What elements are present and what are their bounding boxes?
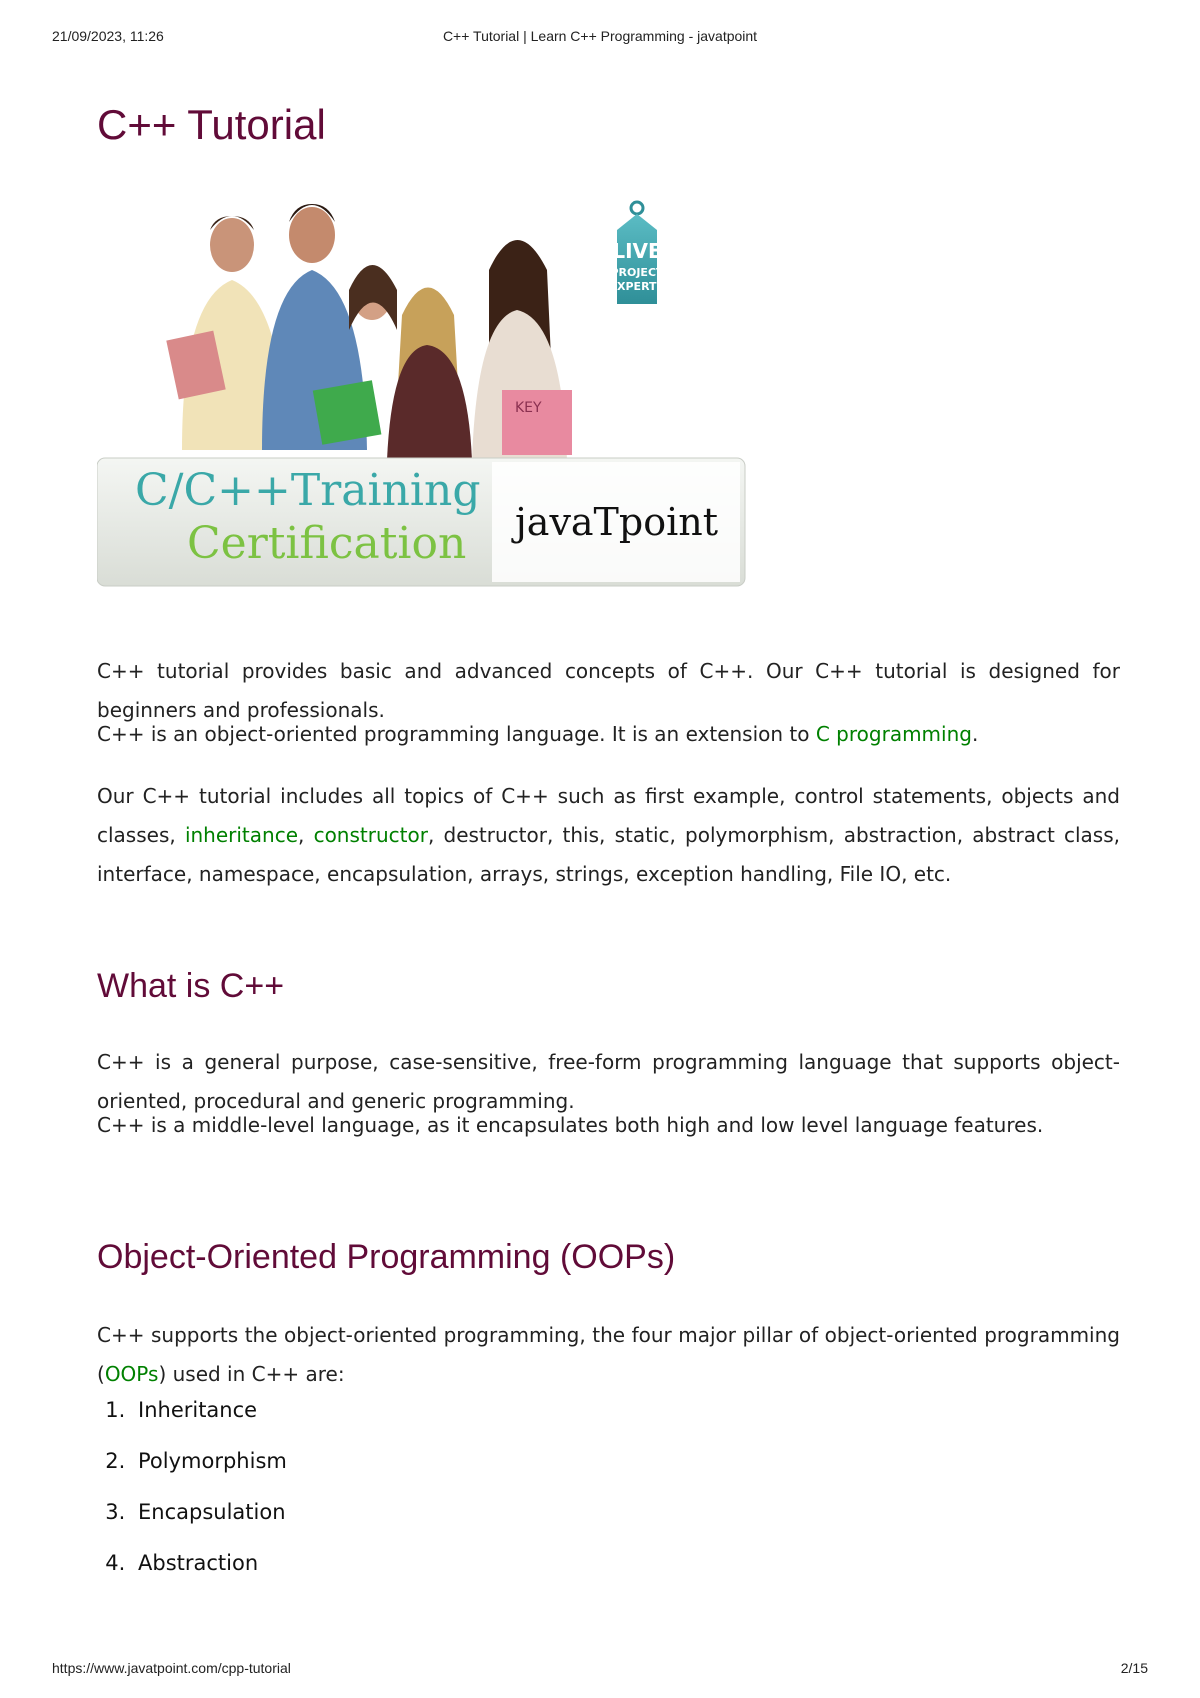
print-url: https://www.javatpoint.com/cpp-tutorial xyxy=(52,1660,291,1676)
intro-paragraph-1: C++ tutorial provides basic and advanced concepts of C++. Our C++ tutorial is designed for beginners and professionals. xyxy=(97,659,1120,722)
svg-text:LIVE: LIVE xyxy=(612,239,662,263)
book-text: KEY xyxy=(515,400,542,416)
article xyxy=(97,100,1120,1575)
oops-heading: Object-Oriented Programming (OOPs) xyxy=(97,1238,676,1276)
live-project-experts-tag xyxy=(610,202,665,304)
svg-text:EXPERTS: EXPERTS xyxy=(609,280,665,293)
print-datetime: 21/09/2023, 11:26 xyxy=(52,28,164,44)
print-header xyxy=(52,28,1148,48)
what-is-paragraph-2: C++ is a middle-level language, as it encapsulates both high and low level language features. xyxy=(97,1113,1044,1137)
c-programming-link[interactable]: C programming xyxy=(815,722,972,746)
oops-paragraph: C++ supports the object-oriented programming, the four major pillar of object-oriented programming (OOPs) used in C++ are: xyxy=(97,1323,1120,1386)
inheritance-link[interactable]: inheritance xyxy=(184,823,299,847)
list-item: 4. Abstraction xyxy=(132,1543,287,1594)
list-item: 3. Encapsulation xyxy=(132,1492,287,1543)
what-is-cpp-heading: What is C++ xyxy=(97,967,285,1005)
intro-paragraph-3: Our C++ tutorial includes all topics of C++ such as first example, control statements, objects and classes, inheritance, constructor, destructor, this, static, polymorphism, abstraction, abstract class, interface, namespace, encapsulation, arrays, strings, exception handling, File IO, etc. xyxy=(97,784,1120,886)
list-item: 1. Inheritance xyxy=(132,1390,287,1441)
svg-text:PROJECT: PROJECT xyxy=(610,266,664,279)
banner-line2: Certification xyxy=(187,518,467,569)
page-title: C++ Tutorial xyxy=(97,101,326,148)
banner-brand: javaTpoint xyxy=(515,500,719,544)
students-illustration xyxy=(166,204,572,460)
print-footer xyxy=(52,1660,1148,1680)
print-page-number: 2/15 xyxy=(1120,1660,1148,1676)
training-banner-image xyxy=(97,190,747,620)
what-is-paragraph-1: C++ is a general purpose, case-sensitive, free-form programming language that supports object-oriented, procedural and generic programming. xyxy=(97,1050,1120,1113)
oops-pillars-list xyxy=(97,1390,287,1594)
print-page-title: C++ Tutorial | Learn C++ Programming - javatpoint xyxy=(442,28,758,44)
banner-line1: C/C++Training xyxy=(135,465,481,516)
intro-paragraph-2: C++ is an object-oriented programming language. It is an extension to C programming. xyxy=(97,722,979,746)
list-item: 2. Polymorphism xyxy=(132,1441,287,1492)
constructor-link[interactable]: constructor xyxy=(313,823,428,847)
oops-link[interactable]: OOPs xyxy=(104,1362,159,1386)
